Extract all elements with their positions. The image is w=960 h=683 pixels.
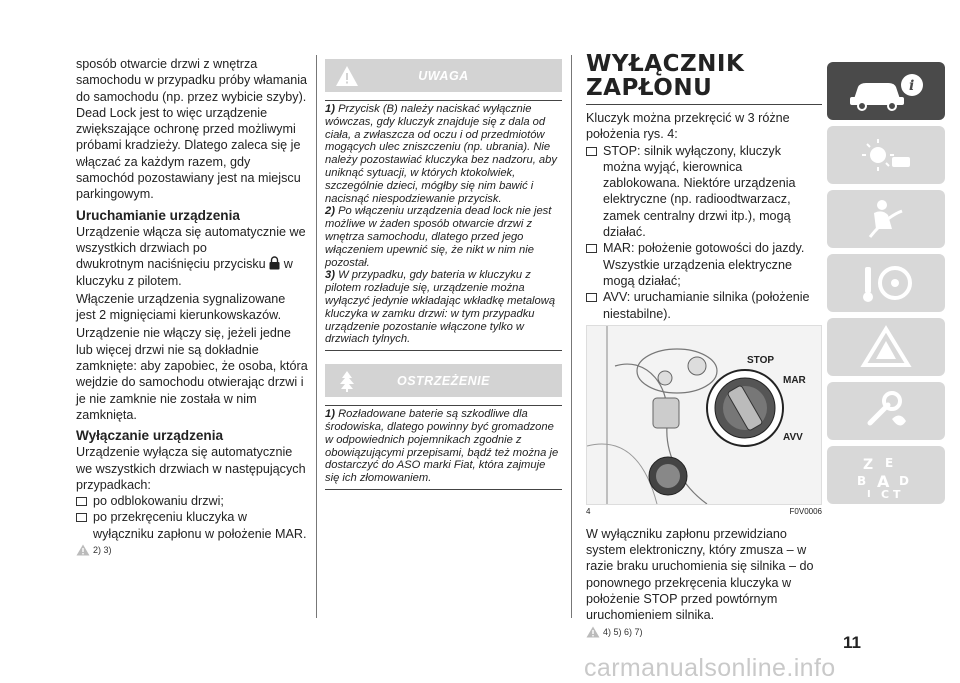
svg-text:C: C bbox=[881, 488, 890, 499]
paragraph-deactivation: Urządzenie wyłącza się automatycznie we wszystkich drzwiach w następujących przypadkach: bbox=[76, 445, 306, 492]
paragraph-dead-lock: Dead Lock jest to więc urządzenie zwiększające ochronę przed możliwymi próbami kradzieży. Dlatego zaleca się je włączać za każdym razem, gdy samochód pozostawiany jest na miejscu parkingowym. bbox=[76, 105, 301, 202]
bullet-unlock bbox=[76, 493, 308, 509]
svg-text:B: B bbox=[857, 474, 867, 488]
paragraph-signal: Włączenie urządzenia sygnalizowane jest 2 mignięciami kierunkowskazów. bbox=[76, 291, 286, 323]
column-divider bbox=[316, 55, 317, 618]
warning-triangle-icon bbox=[856, 325, 916, 369]
note-text: W przypadku, gdy bateria w kluczyku z pilotem rozładuje się, urządzenie można wyłączyć jedynie wkładając wkładkę metalową kluczyka w zamku drzwi: w tym przypadku urządzenie pozostanie włączone tylko w drzwiach tylnych. bbox=[325, 269, 556, 346]
svg-text:T: T bbox=[893, 488, 901, 499]
section-title bbox=[586, 52, 822, 100]
bullet-icon bbox=[586, 147, 597, 156]
label-stop: STOP bbox=[747, 354, 775, 366]
bullet-text: po odblokowaniu drzwi; bbox=[93, 494, 224, 509]
svg-text:D: D bbox=[899, 474, 909, 488]
note-number: 2) bbox=[325, 205, 335, 218]
heading-deactivation: Wyłączanie urządzenia bbox=[76, 428, 224, 444]
ignition-figure bbox=[586, 325, 822, 505]
car-info-icon bbox=[846, 71, 926, 111]
bullet-avv bbox=[586, 289, 822, 322]
svg-text:i: i bbox=[909, 78, 915, 94]
warning-triangle-icon bbox=[586, 626, 600, 638]
bullet-icon bbox=[76, 497, 87, 506]
heading-activation: Uruchamianie urządzenia bbox=[76, 207, 240, 223]
note-text: Przycisk (B) należy naciskać wyłącznie wówczas, gdy kluczyk znajduje się z dala od ciała, a zwłaszcza od oczu i od przedmiotów mogących ulec zniszczeniu (np. ubrania). Nie należy pozostawiać kluczyka bez nadzoru, aby uniknąć sytuacji, w których ktokolwiek, szczególnie dzieci, mógłby się nim bawić i nacisnąć niespodziewanie przycisk. bbox=[325, 103, 557, 205]
lock-icon bbox=[269, 256, 280, 270]
ignition-illustration bbox=[587, 326, 822, 504]
bullet-stop bbox=[586, 143, 822, 241]
uwaga-body bbox=[325, 100, 562, 351]
bullet-text: STOP: silnik wyłączony, kluczyk można wyjąć, kierownica zablokowana. Niektóre urządzenia elektryczne (np. radioodtwarzacz, zamek centralny drzwi itp.), mogą działać. bbox=[603, 143, 796, 240]
sidebar-tab-dashboard[interactable] bbox=[827, 126, 945, 184]
bullet-text: AVV: uruchamianie silnika (położenie niestabilne). bbox=[603, 290, 810, 321]
bullet-icon bbox=[76, 513, 87, 522]
bullet-key-mar bbox=[76, 509, 308, 542]
watermark: carmanualsonline.info bbox=[584, 654, 836, 682]
sidebar-tab-starting[interactable] bbox=[827, 254, 945, 312]
page-number: 11 bbox=[843, 633, 861, 652]
middle-column bbox=[325, 59, 562, 490]
figure-code: F0V0006 bbox=[789, 506, 822, 516]
paragraph-not-activate: Urządzenie nie włączy się, jeżeli jedne lub więcej drzwi nie są dokładnie zamknięte: aby zapobiec, że osoba, która wejdzie do samochodu otwierając drzwi i je nie zamknie nie została w nim zamknięta. bbox=[76, 326, 308, 422]
note-number: 1) bbox=[325, 408, 335, 421]
ostrzezenie-header bbox=[325, 364, 562, 397]
label-mar: MAR bbox=[783, 374, 806, 386]
bullet-mar bbox=[586, 240, 822, 289]
column-divider bbox=[571, 55, 572, 618]
bullet-icon bbox=[586, 244, 597, 253]
ostrzezenie-body bbox=[325, 405, 562, 490]
steering-key-icon bbox=[851, 261, 921, 305]
svg-text:I: I bbox=[867, 489, 871, 499]
sidebar-tab-maintenance[interactable] bbox=[827, 382, 945, 440]
figure-caption bbox=[586, 507, 822, 516]
sidebar-tab-emergency[interactable] bbox=[827, 318, 945, 376]
alphabet-index-icon bbox=[851, 451, 921, 499]
sidebar-tab-car-info[interactable] bbox=[827, 62, 945, 120]
uwaga-title: UWAGA bbox=[418, 68, 469, 83]
left-column bbox=[76, 56, 308, 556]
paragraph-continued: sposób otwarcie drzwi z wnętrza samochodu w przypadku próby włamania do samochodu (np. przez wybicie szyby). bbox=[76, 57, 308, 104]
warning-triangle-icon bbox=[76, 544, 90, 556]
title-rule bbox=[586, 104, 822, 105]
svg-text:E: E bbox=[885, 456, 894, 470]
sidebar-tab-safety[interactable] bbox=[827, 190, 945, 248]
bullet-text: MAR: położenie gotowości do jazdy. Wszystkie urządzenia elektryczne mogą działać; bbox=[603, 241, 805, 288]
title-line-2: ZAPŁONU bbox=[586, 75, 713, 101]
activation-text-a: dwukrotnym naciśnięciu przycisku bbox=[76, 257, 266, 272]
note-number: 3) bbox=[325, 269, 335, 282]
note-text: Po włączeniu urządzenia dead lock nie jest możliwe w żaden sposób otwarcie drzwi z wnętrza samochodu, dlatego przed jego włączeniem upewnić się, że nikt w nim nie pozostał. bbox=[325, 205, 552, 269]
note-number: 1) bbox=[325, 103, 335, 115]
label-avv: AVV bbox=[783, 431, 803, 443]
ostrzezenie-title: OSTRZEŻENIE bbox=[396, 373, 490, 388]
dashboard-lights-icon bbox=[856, 135, 916, 175]
activation-text-b: w kluczyku z pilotem. bbox=[76, 257, 293, 288]
paragraph-activation-button bbox=[76, 256, 308, 289]
bullet-text: po przekręceniu kluczyka w wyłączniku zapłonu w położenie MAR. bbox=[93, 510, 307, 541]
svg-text:Z: Z bbox=[863, 457, 874, 473]
svg-text:A: A bbox=[877, 472, 890, 491]
note-text: Rozładowane baterie są szkodliwe dla środowiska, dlatego powinny być gromadzone w odpowiednich pojemnikach zgodnie z obowiązującymi przepisami, bądź też można je dostarczyć do ASO marki Fiat, która zajmuje się ich złomowaniem. bbox=[325, 408, 559, 485]
uwaga-item bbox=[325, 205, 562, 269]
maintenance-wrench-icon bbox=[856, 389, 916, 433]
right-column bbox=[586, 0, 822, 638]
warning-notes bbox=[76, 544, 308, 556]
notes-refs: 4) 5) 6) 7) bbox=[603, 626, 643, 637]
warning-notes bbox=[586, 626, 822, 638]
title-line-1: WYŁĄCZNIK bbox=[586, 51, 745, 77]
figure-number: 4 bbox=[586, 506, 591, 516]
notes-refs: 2) 3) bbox=[93, 545, 112, 556]
paragraph-electronic-system: W wyłączniku zapłonu przewidziano system elektroniczny, który zmusza – w razie braku uruchomienia się silnika – do ponownego przekręcenia kluczyka w położenie STOP przed powtórnym uruchomieniem silnika. bbox=[586, 526, 814, 623]
bullet-icon bbox=[586, 293, 597, 302]
ostrzezenie-item bbox=[325, 408, 562, 485]
paragraph-intro: Kluczyk można przekręcić w 3 różne położenia rys. 4: bbox=[586, 111, 790, 142]
seat-safety-icon bbox=[856, 197, 916, 241]
sidebar-tab-index[interactable] bbox=[827, 446, 945, 504]
paragraph-activation: Urządzenie włącza się automatycznie we wszystkich drzwiach po bbox=[76, 224, 306, 255]
uwaga-header bbox=[325, 59, 562, 92]
uwaga-item bbox=[325, 103, 562, 205]
uwaga-item bbox=[325, 269, 562, 346]
